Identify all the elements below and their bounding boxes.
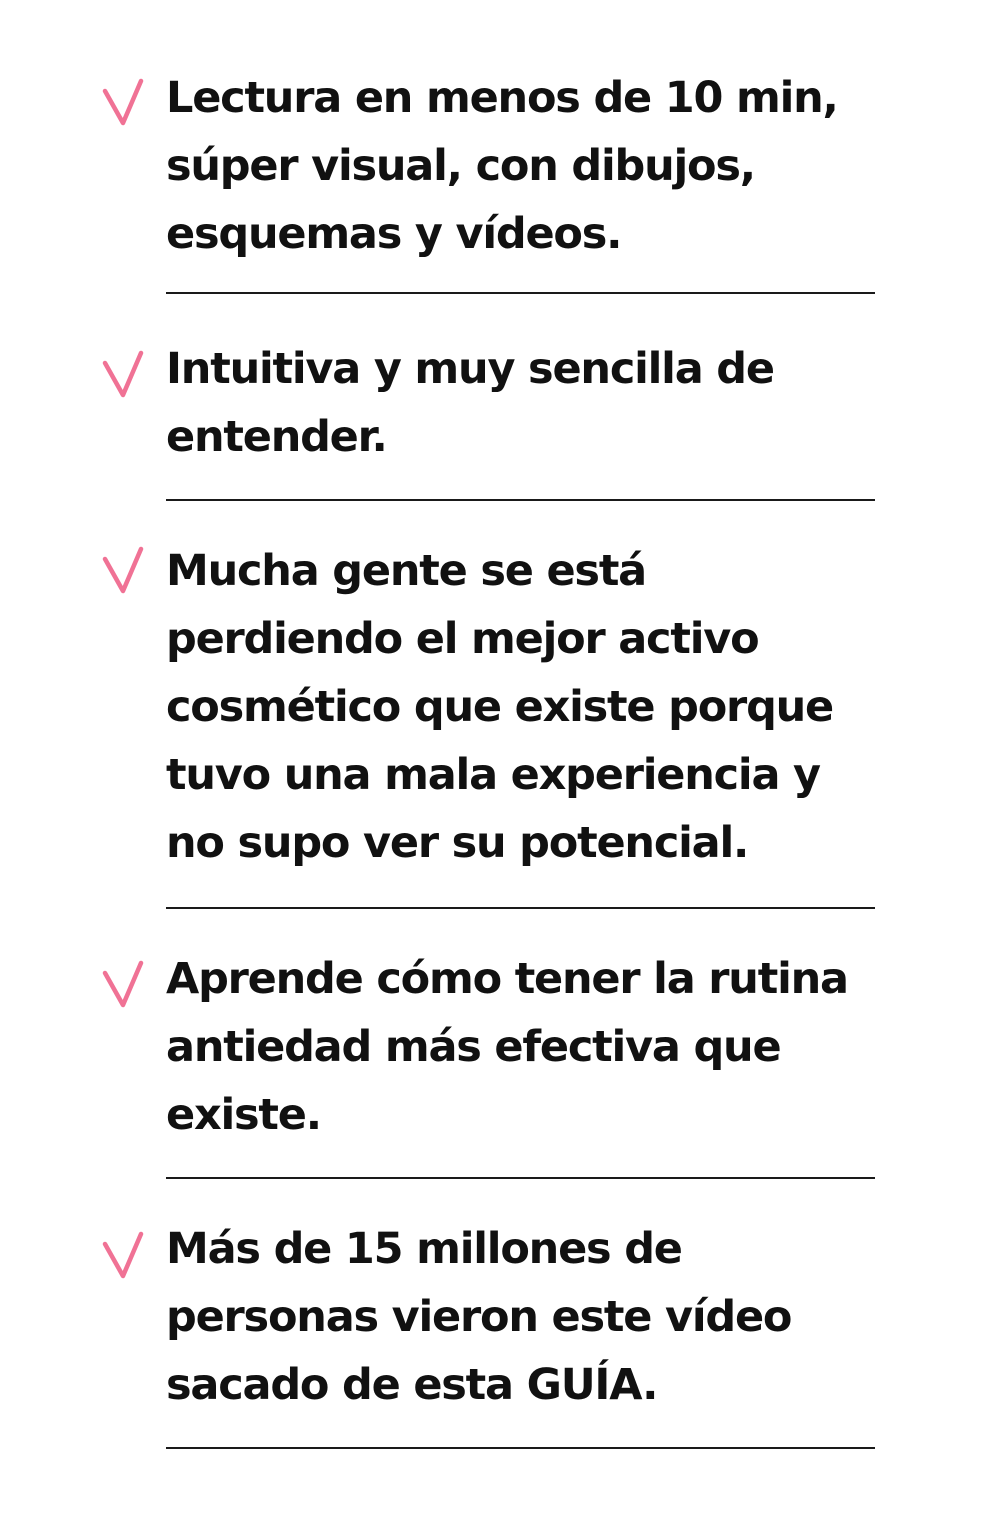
benefit-line: existe. (166, 1090, 321, 1140)
benefit-line: entender. (166, 412, 387, 462)
benefit-line: Más de 15 millones de (166, 1224, 682, 1274)
benefit-text (166, 537, 926, 877)
benefit-line: no supo ver su potencial. (166, 818, 749, 868)
checkmark-icon (102, 546, 144, 594)
divider (166, 499, 875, 501)
benefit-text (166, 335, 926, 471)
benefit-text (166, 945, 926, 1149)
benefit-line: Lectura en menos de 10 min, (166, 73, 838, 123)
divider (166, 1447, 875, 1449)
checkmark-icon (102, 350, 144, 398)
checkmark-icon (102, 960, 144, 1008)
benefit-line: esquemas y vídeos. (166, 209, 622, 259)
benefit-line: Aprende cómo tener la rutina (166, 954, 848, 1004)
benefit-text (166, 1215, 926, 1419)
benefit-line: personas vieron este vídeo (166, 1292, 792, 1342)
benefit-line: súper visual, con dibujos, (166, 141, 755, 191)
benefit-line: tuvo una mala experiencia y (166, 750, 820, 800)
benefit-line: antiedad más efectiva que (166, 1022, 781, 1072)
checkmark-icon (102, 78, 144, 126)
benefit-line: sacado de esta GUÍA. (166, 1360, 658, 1410)
benefit-line: Intuitiva y muy sencilla de (166, 344, 774, 394)
checkmark-icon (102, 1231, 144, 1279)
divider (166, 907, 875, 909)
divider (166, 292, 875, 294)
divider (166, 1177, 875, 1179)
benefit-line: cosmético que existe porque (166, 682, 834, 732)
benefit-line: perdiendo el mejor activo (166, 614, 759, 664)
benefit-line: Mucha gente se está (166, 546, 646, 596)
benefit-text (166, 64, 926, 268)
